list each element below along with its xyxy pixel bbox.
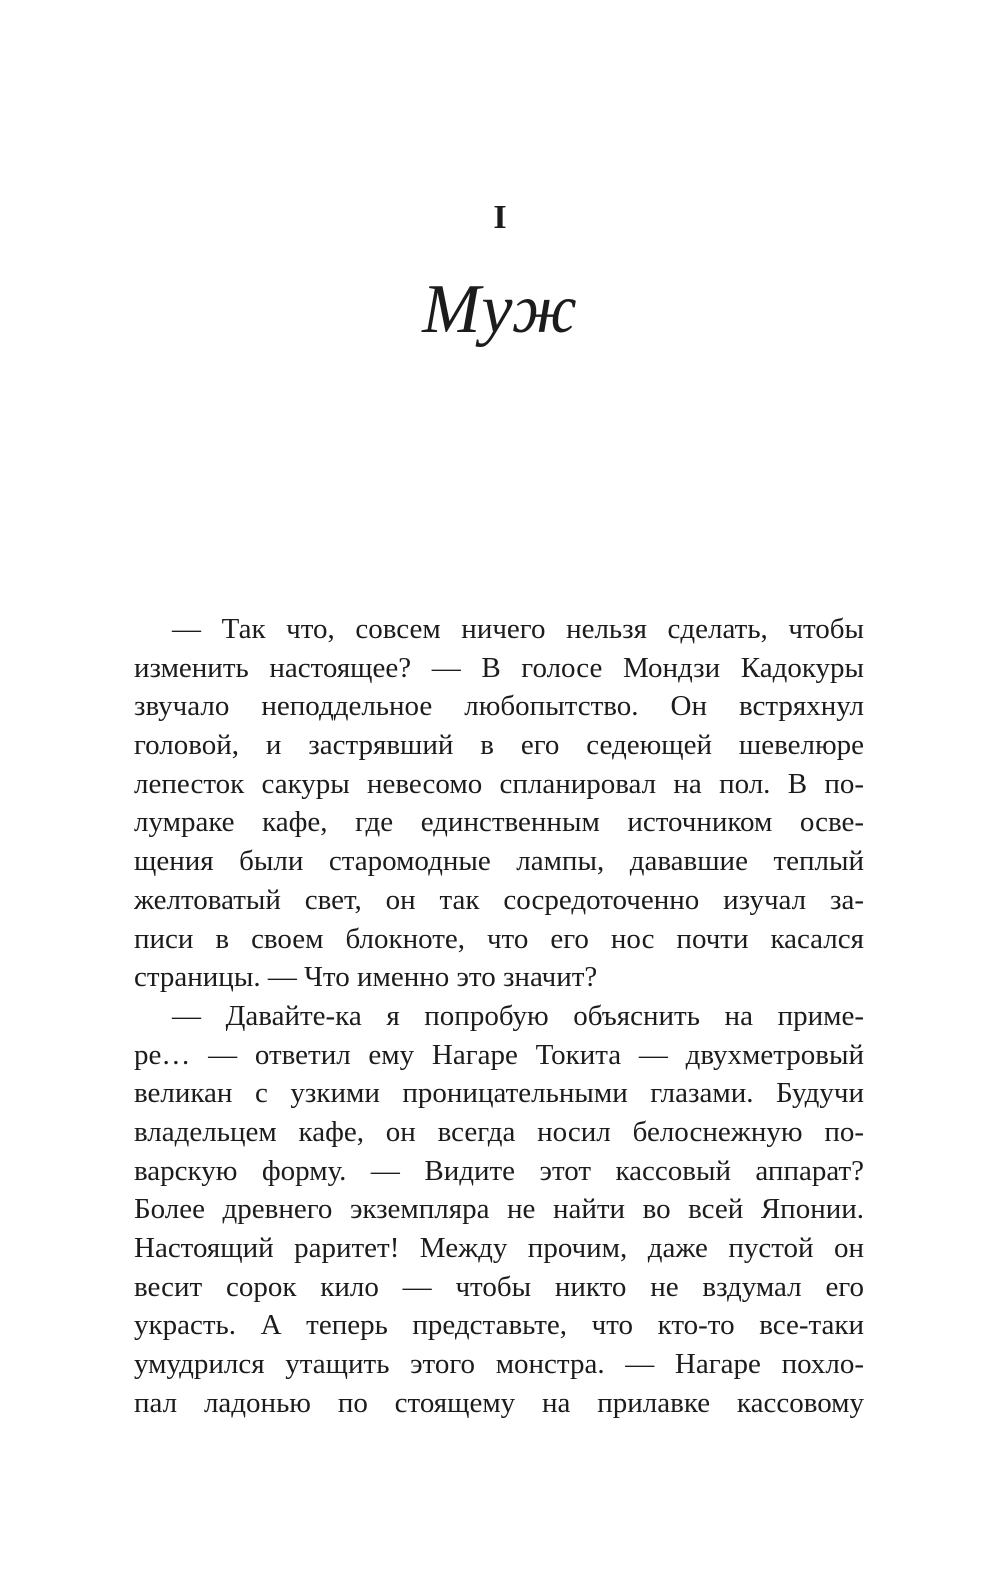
text-line: — Давайте-ка я попробую объяснить на приме- [172,999,864,1032]
text-line: страницы. — Что именно это значит? [134,961,598,994]
text-line: изменить настоящее? — В голосе Мондзи Кадокуры [134,651,864,684]
text-line: Настоящий раритет! Между прочим, даже пустой он [134,1232,864,1264]
text-line: великан с узкими проницательными глазами. Будучи [134,1077,864,1110]
text-line: Более древнего экземпляра не найти во всей Японии. [134,1193,864,1226]
body-text [134,610,864,1422]
text-line: лумраке кафе, где единственным источником осве- [134,806,864,839]
text-line: писи в своем блокноте, что его нос почти касался [134,922,864,955]
chapter-title: Муж [422,271,578,348]
text-line: украсть. А теперь представьте, что кто-то все-таки [134,1309,864,1342]
text-line: звучало неподдельное любопытство. Он встряхнул [134,690,864,723]
text-line: владельцем кафе, он всегда носил белоснежную по- [134,1115,864,1148]
text-line: варскую форму. — Видите этот кассовый аппарат? [134,1154,864,1187]
text-line: головой, и застрявший в его седеющей шевелюре [134,729,864,762]
text-line: щения были старомодные лампы, дававшие теплый [134,845,864,878]
text-line: пал ладонью по стоящему на прилавке кассовому [134,1386,864,1419]
text-line: ре… — ответил ему Нагаре Токита — двухметровый [134,1038,864,1071]
chapter-number: I [493,199,507,236]
text-line: весит сорок кило — чтобы никто не вздумал его [134,1270,864,1303]
text-line: желтоватый свет, он так сосредоточенно изучал за- [134,883,864,916]
paragraph-1 [134,610,864,997]
text-line: умудрился утащить этого монстра. — Нагаре похло- [134,1348,864,1381]
paragraph-2 [134,997,864,1423]
text-line: лепесток сакуры невесомо спланировал на пол. В по- [134,767,864,800]
text-line: — Так что, совсем ничего нельзя сделать, чтобы [172,613,864,645]
